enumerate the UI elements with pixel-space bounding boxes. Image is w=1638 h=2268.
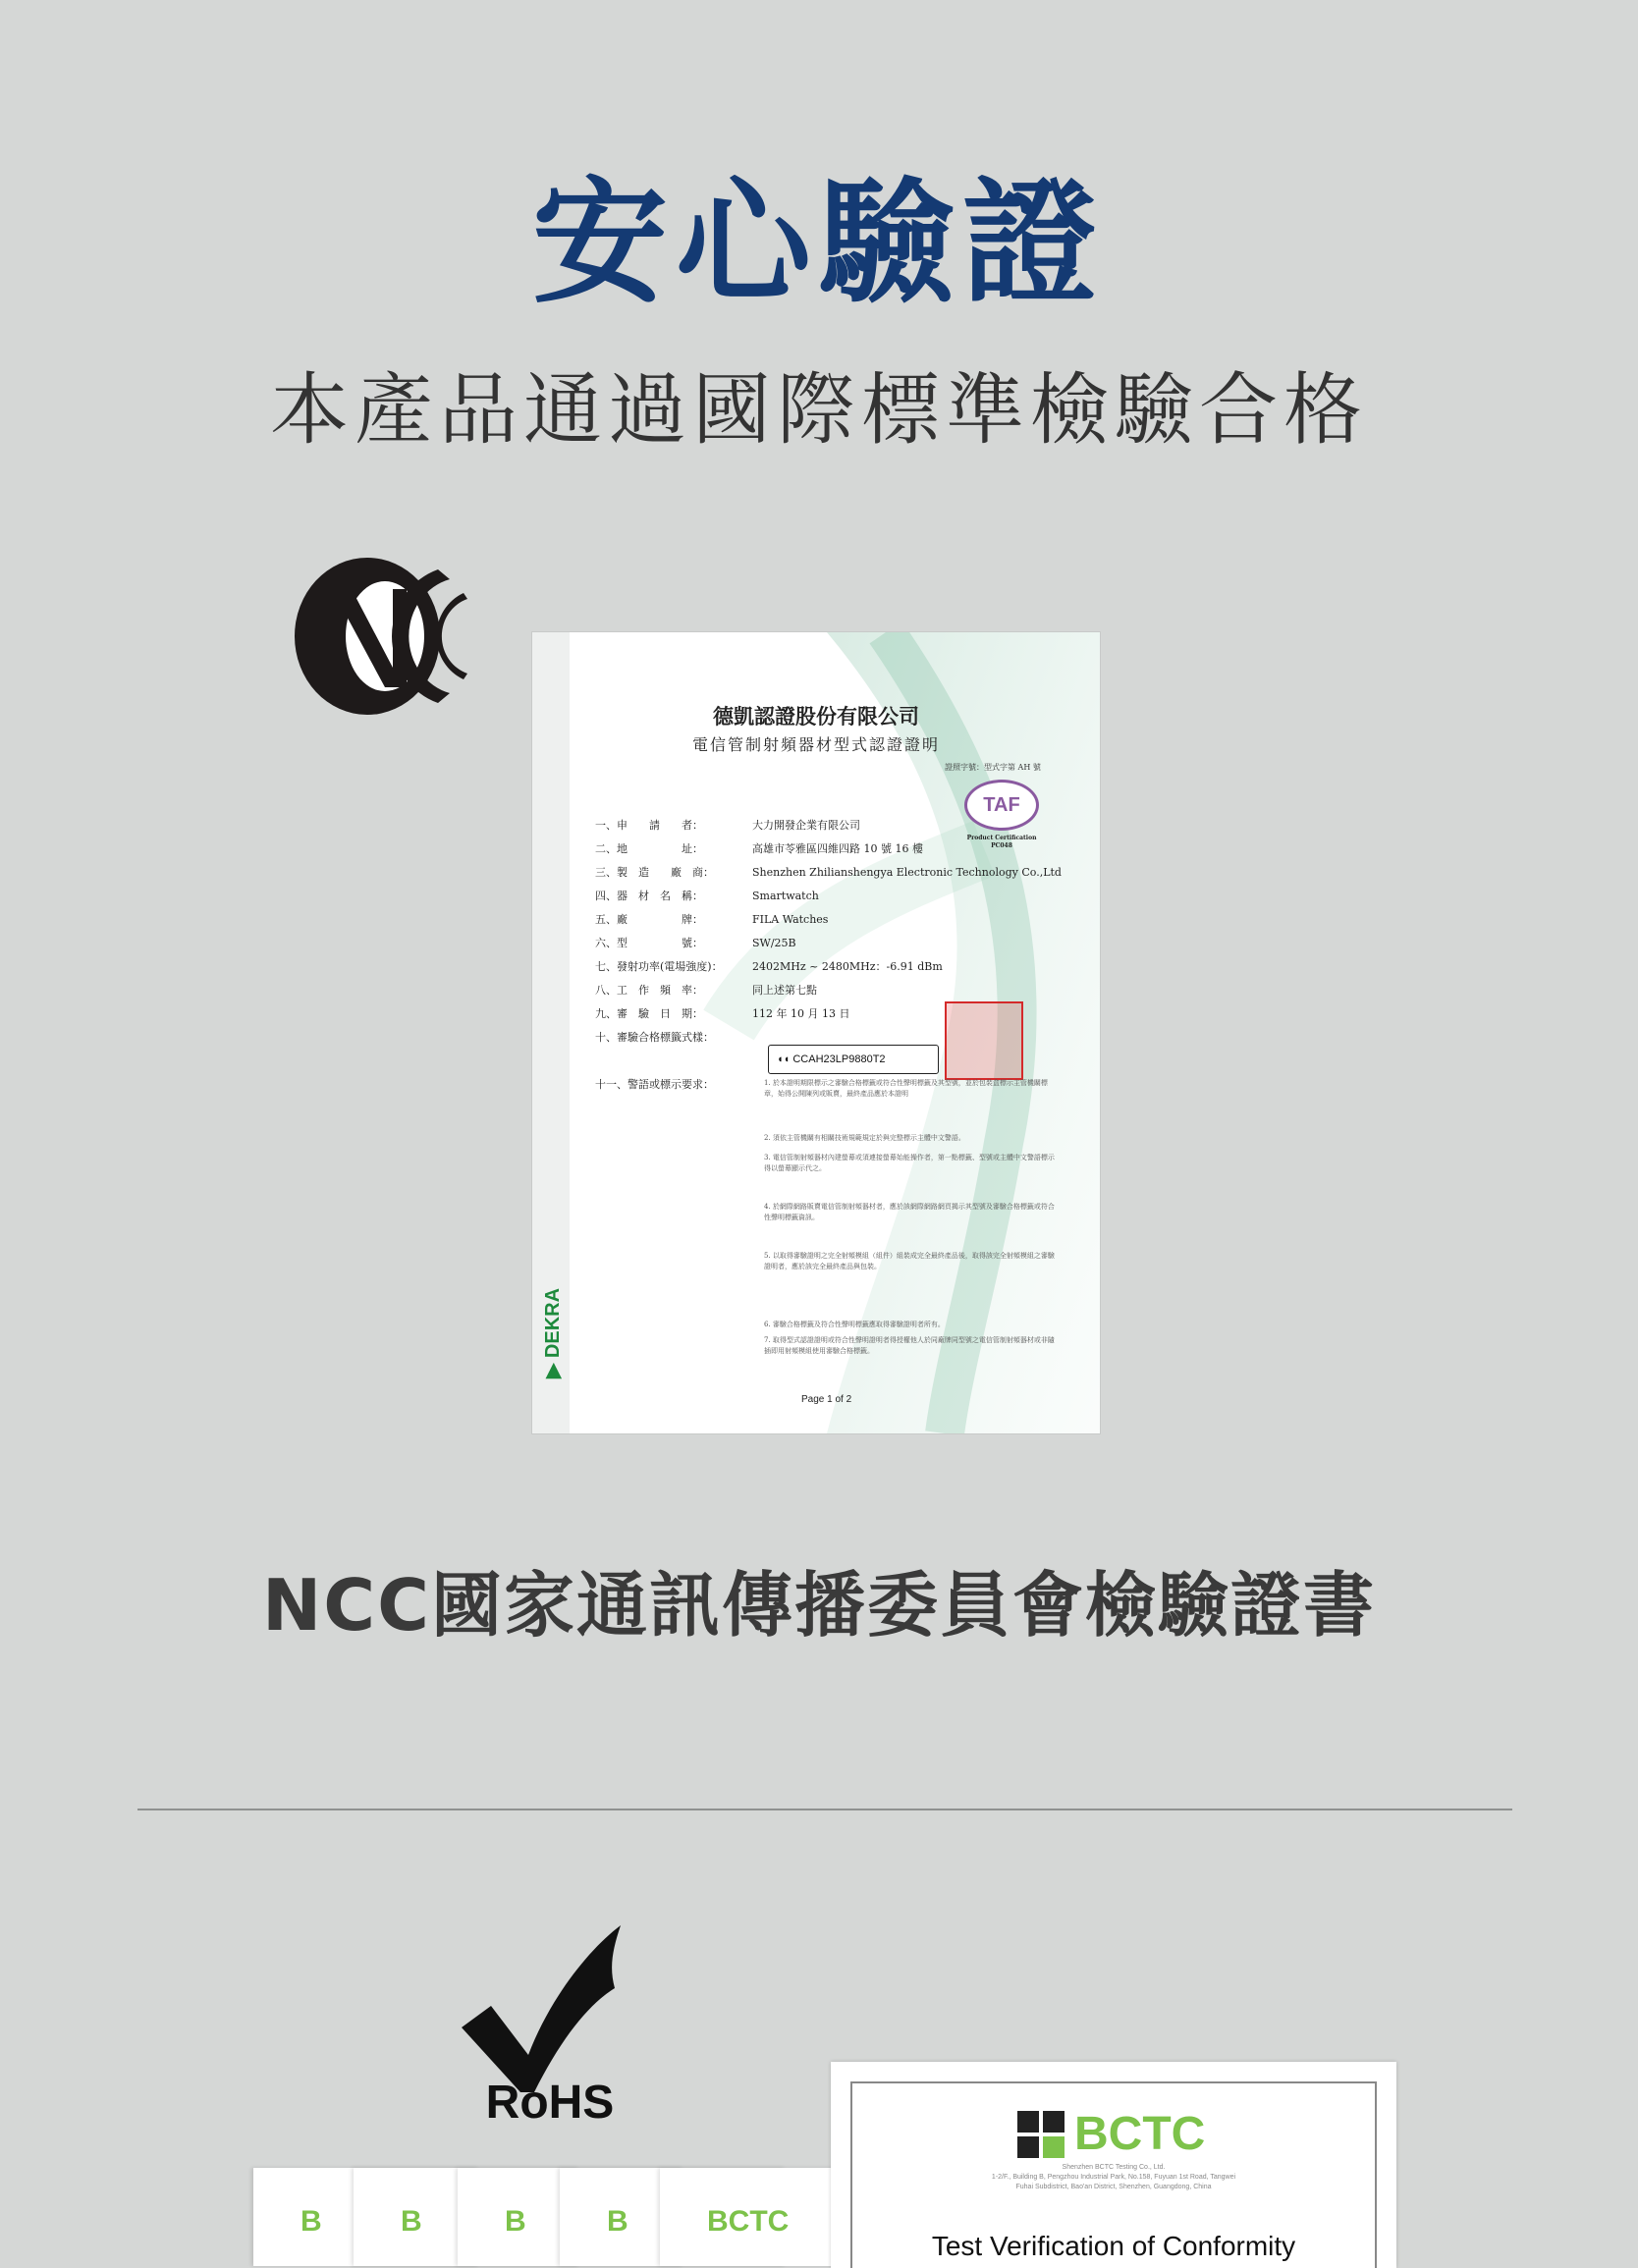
rohs-logo-icon — [452, 1919, 648, 2126]
taf-code: PC048 — [991, 842, 1012, 849]
cert-note: 6. 審驗合格標籤及符合性聲明標籤應取得審驗證明者所有。 — [764, 1321, 945, 1328]
cert-note: 2. 須依主管機關有相關技術規範規定於與完整標示主體中文警語。 — [764, 1134, 965, 1142]
ncc-logo-icon — [291, 550, 467, 723]
cert-row: 五、廠 牌： FILA Watches — [595, 913, 829, 926]
cert-note: 7. 取得型式認證證明或符合性聲明證明者得授權他人於同廠牌同型號之電信管制射頻器材或非隨插即用射頻模組使用審驗合格標籤。 — [764, 1336, 1055, 1355]
stacked-cert — [660, 2168, 856, 2266]
divider — [137, 1809, 1512, 1810]
bctc-brand: B — [300, 2205, 322, 2238]
certificate-doc-title: 電信管制射頻器材型式認證證明 — [691, 735, 940, 754]
section-label: NCC國家通訊傳播委員會檢驗證書 — [262, 1564, 1376, 1647]
bctc-brand: B — [607, 2205, 628, 2238]
page-subtitle: 本產品通過國際標準檢驗合格 — [270, 364, 1368, 456]
bctc-brand: B — [401, 2205, 422, 2238]
taf-caption: Product Certification — [966, 835, 1037, 841]
cert-row: 九、審 驗 日 期： 112 年 10 月 13 日 — [595, 1007, 850, 1020]
taf-badge: TAF — [964, 780, 1039, 831]
cert-note: 5. 以取得審驗證明之完全射頻模組（組件）組裝成完全最終產品後，取得該完全射頻模組之審驗證明者，應於該完全最終產品與包裝。 — [764, 1252, 1055, 1270]
cert-row: 二、地 址： 高雄市苓雅區四維四路 10 號 16 樓 — [595, 842, 923, 855]
approval-label-code: CCAH23LP9880T2 — [792, 1053, 886, 1065]
bctc-brand: B — [505, 2205, 526, 2238]
cert-note: 3. 電信管制射頻器材內建螢幕或須連接螢幕始能操作者，第一點標籤、型號或主體中文警語標示得以螢幕顯示代之。 — [764, 1154, 1055, 1172]
cert-row: 三、製 造 廠 商： Shenzhen Zhilianshengya Electronic Technology Co.,Ltd — [595, 866, 1062, 879]
bctc-certificate — [831, 2062, 1396, 2268]
bctc-brand: BCTC — [707, 2205, 790, 2238]
bctc-address-line: 1-2/F., Building B, Pengzhou Industrial Park, No.158, Fuyuan 1st Road, Tangwei — [991, 2174, 1236, 2181]
bctc-certificate-frame — [850, 2081, 1377, 2268]
official-seal-icon — [945, 1001, 1023, 1080]
cert-note: 1. 於本證明期限標示之審驗合格標籤或符合性聲明標籤及其型號，並於包裝盒標示主管機關標章，始得公開陳列或販賣，最終產品應於本證明 — [764, 1079, 1048, 1098]
warning-label: 十一、警語或標示要求： — [595, 1078, 714, 1091]
cert-row: 六、型 號： SW/25B — [595, 937, 796, 949]
bctc-address-line: Shenzhen BCTC Testing Co., Ltd. — [1062, 2164, 1166, 2171]
approval-label — [768, 1045, 939, 1074]
certificate-company: 德凱認證股份有限公司 — [713, 704, 919, 729]
ncc-mini-icon: ◖◖ — [777, 1053, 791, 1065]
bctc-heading: Test Verification of Conformity — [931, 2231, 1296, 2261]
certificate-number: 證照字號：型式字第 AH 號 — [945, 763, 1041, 772]
ncc-certificate — [532, 632, 1100, 1433]
cert-row: 一、申 請 者： 大力開發企業有限公司 — [595, 819, 860, 832]
cert-row: 七、發射功率(電場強度)： 2402MHz ~ 2480MHz：-6.91 dBm — [595, 960, 943, 973]
bctc-address-line: Fuhai Subdistrict, Bao'an District, Shenzhen, Guangdong, China — [1015, 2184, 1212, 2190]
page-title: 安心驗證 — [531, 164, 1106, 322]
cert-row: 十、審驗合格標籤式樣： — [595, 1031, 714, 1044]
page-number: Page 1 of 2 — [801, 1394, 852, 1405]
cert-row: 四、器 材 名 稱： Smartwatch — [595, 890, 819, 902]
dekra-logo: ▶ DEKRA — [542, 1287, 564, 1378]
dekra-brand-text: DEKRA — [542, 1287, 564, 1359]
bctc-logo-text: BCTC — [1074, 2108, 1206, 2160]
bctc-logo-icon — [1017, 2111, 1066, 2160]
cert-note: 4. 於網際網路販賣電信管制射頻器材者，應於該網際網路網頁揭示其型號及審驗合格標籤或符合性聲明標籤資訊。 — [764, 1203, 1055, 1221]
rohs-text: RoHS — [485, 2077, 615, 2126]
cert-row: 八、工 作 頻 率： 同上述第七點 — [595, 984, 817, 997]
